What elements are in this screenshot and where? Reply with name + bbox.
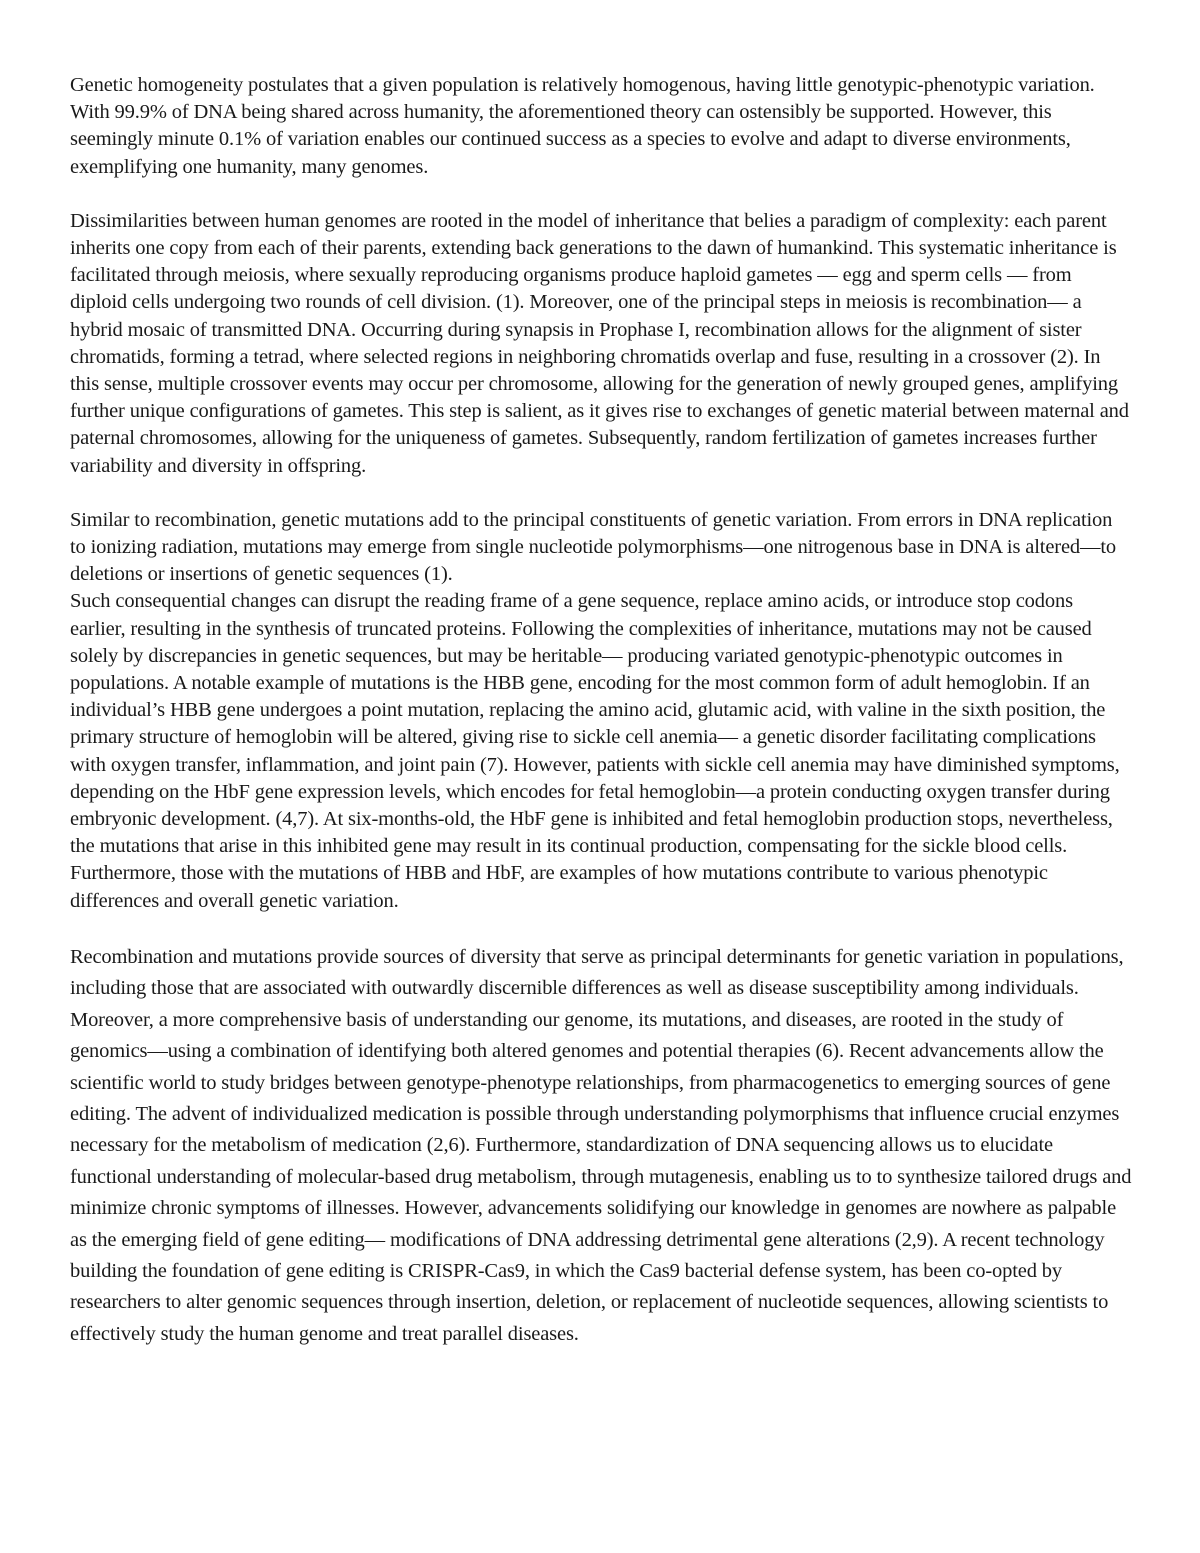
paragraph-mutations-intro: Similar to recombination, genetic mutations add to the principal constituents of genetic variation. From errors in DNA replication to ionizing radiation, mutations may emerge from single nucleotide polymorphisms—one nitrogenous base in DNA is altered—to deletions or insertions of genetic sequences (1). xyxy=(70,508,1116,586)
paragraph-genomics: Recombination and mutations provide sources of diversity that serve as principal determinants for genetic variation in populations, including those that are associated with outwardly discernible differences as well as disease susceptibility among individuals. Moreover, a more comprehensive basis of understanding our genome, its mutations, and diseases, are rooted in the study of genomics—using a combination of identifying both altered genomes and potential therapies (6). Recent advancements allow the scientific world to study bridges between genotype-phenotype relationships, from pharmacogenetics to emerging sources of gene editing. The advent of individualized medication is possible through understanding polymorphisms that influence crucial enzymes necessary for the metabolism of medication (2,6). Furthermore, standardization of DNA sequencing allows us to elucidate functional understanding of molecular-based drug metabolism, through mutagenesis, enabling us to to synthesize tailored drugs and minimize chronic symptoms of illnesses. However, advancements solidifying our knowledge in genomes are nowhere as palpable as the emerging field of gene editing— modifications of DNA addressing detrimental gene alterations (2,9). A recent technology building the foundation of gene editing is CRISPR-Cas9, in which the Cas9 bacterial defense system, has been co-opted by researchers to alter genomic sequences through insertion, deletion, or replacement of nucleotide sequences, allowing scientists to effectively study the human genome and treat parallel diseases. xyxy=(70,945,1132,1345)
document-body xyxy=(70,72,1132,1377)
paragraph-mutations-hbb: Such consequential changes can disrupt the reading frame of a gene sequence, replace amino acids, or introduce stop codons earlier, resulting in the synthesis of truncated proteins. Following the complexities of inheritance, mutations may not be caused solely by discrepancies in genetic sequences, but may be heritable— producing variated genotypic-phenotypic outcomes in populations. A notable example of mutations is the HBB gene, encoding for the most common form of adult hemoglobin. If an individual’s HBB gene undergoes a point mutation, replacing the amino acid, glutamic acid, with valine in the sixth position, the primary structure of hemoglobin will be altered, giving rise to sickle cell anemia— a genetic disorder facilitating complications with oxygen transfer, inflammation, and joint pain (7). However, patients with sickle cell anemia may have diminished symptoms, depending on the HbF gene expression levels, which encodes for fetal hemoglobin—a protein conducting oxygen transfer during embryonic development. (4,7). At six-months-old, the HbF gene is inhibited and fetal hemoglobin production stops, nevertheless, the mutations that arise in this inhibited gene may result in its continual production, compensating for the sickle blood cells. Furthermore, those with the mutations of HBB and HbF, are examples of how mutations contribute to various phenotypic differences and overall genetic variation. xyxy=(70,590,1120,912)
paragraph-genetic-homogeneity: Genetic homogeneity postulates that a given population is relatively homogenous, having little genotypic-phenotypic variation. With 99.9% of DNA being shared across humanity, the aforementioned theory can ostensibly be supported. However, this seemingly minute 0.1% of variation enables our continued success as a species to evolve and adapt to diverse environments, exemplifying one humanity, many genomes. xyxy=(70,74,1095,178)
paragraph-recombination: Dissimilarities between human genomes are rooted in the model of inheritance that belies a paradigm of complexity: each parent inherits one copy from each of their parents, extending back generations to the dawn of humankind. This systematic inheritance is facilitated through meiosis, where sexually reproducing organisms produce haploid gametes — egg and sperm cells — from diploid cells undergoing two rounds of cell division. (1). Moreover, one of the principal steps in meiosis is recombination— a hybrid mosaic of transmitted DNA. Occurring during synapsis in Prophase I, recombination allows for the alignment of sister chromatids, forming a tetrad, where selected regions in neighboring chromatids overlap and fuse, resulting in a crossover (2). In this sense, multiple crossover events may occur per chromosome, allowing for the generation of newly grouped genes, amplifying further unique configurations of gametes. This step is salient, as it gives rise to exchanges of genetic material between maternal and paternal chromosomes, allowing for the uniqueness of gametes. Subsequently, random fertilization of gametes increases further variability and diversity in offspring. xyxy=(70,209,1129,477)
